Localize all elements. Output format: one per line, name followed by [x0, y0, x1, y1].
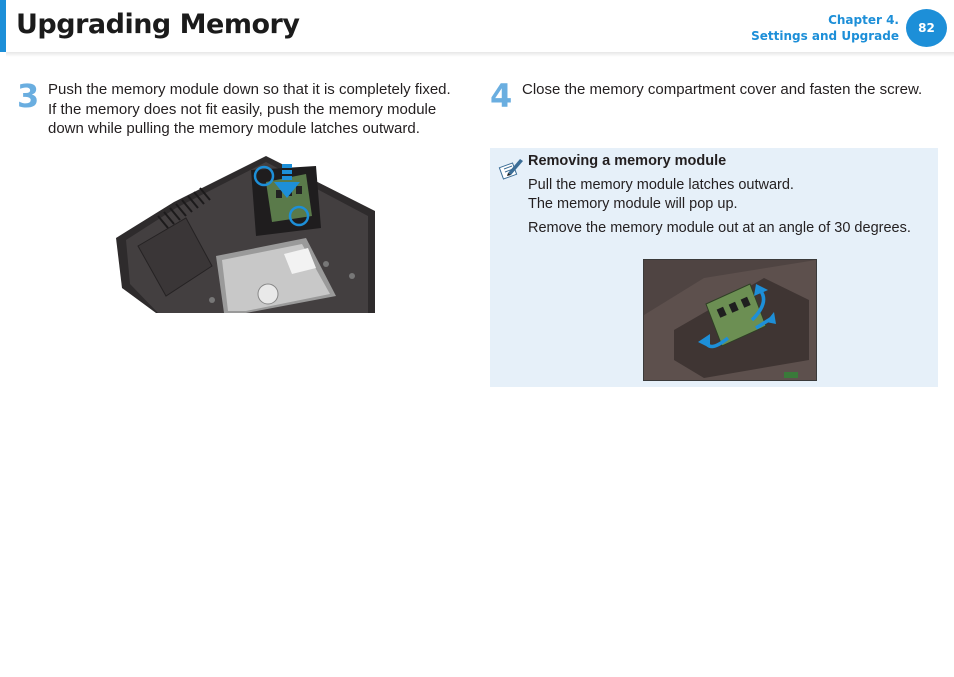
- header-accent-bar: [0, 0, 6, 52]
- chapter-title: Settings and Upgrade: [751, 29, 899, 43]
- header-divider: [6, 52, 954, 57]
- memory-removal-illustration: [643, 259, 817, 381]
- memory-install-illustration: [116, 156, 375, 313]
- note-line-2: The memory module will pop up.: [528, 196, 738, 212]
- note-title: Removing a memory module: [528, 153, 727, 169]
- chapter-number: Chapter 4.: [828, 13, 899, 27]
- note-pen-icon: [498, 155, 524, 181]
- step-3-line-1: Push the memory module down so that it is completely fixed.: [48, 81, 451, 98]
- chapter-label: [751, 12, 899, 44]
- page-number-badge: 82: [906, 9, 947, 47]
- step-3-number: 3: [17, 77, 40, 115]
- step-3-line-3: down while pulling the memory module latches outward.: [48, 120, 420, 137]
- note-line-1: Pull the memory module latches outward.: [528, 177, 794, 193]
- page-title: Upgrading Memory: [16, 9, 300, 40]
- step-3-line-2: If the memory does not fit easily, push the memory module: [48, 100, 437, 118]
- note-line-3: Remove the memory module out at an angle of 30 degrees.: [528, 220, 911, 236]
- step-4-text: Close the memory compartment cover and fasten the screw.: [522, 81, 923, 98]
- step-4-number: 4: [490, 77, 513, 115]
